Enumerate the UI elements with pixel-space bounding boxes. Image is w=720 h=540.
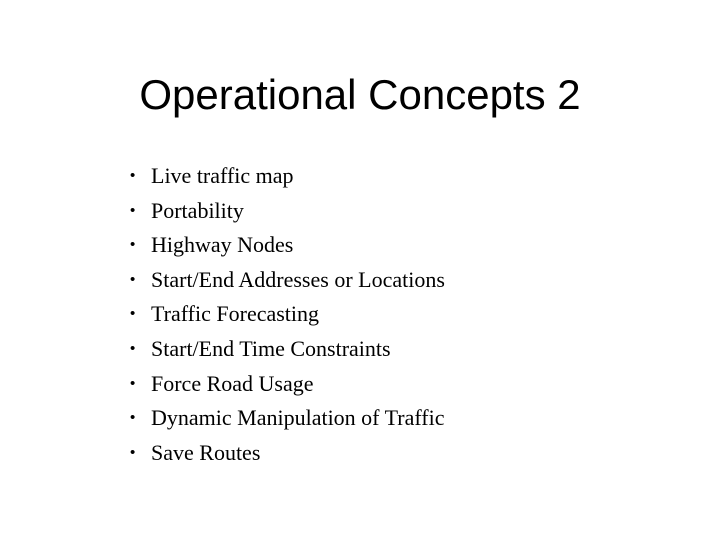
bullet-item <box>130 297 445 332</box>
bullet-list <box>130 159 445 470</box>
bullet-icon: • <box>130 236 136 254</box>
bullet-text: Dynamic Manipulation of Traffic <box>151 405 445 431</box>
bullet-icon: • <box>130 167 136 184</box>
bullet-text: Portability <box>151 197 244 223</box>
bullet-icon: • <box>130 201 136 219</box>
bullet-item <box>130 159 445 194</box>
bullet-icon: • <box>130 443 136 461</box>
bullet-text: Start/End Time Constraints <box>151 335 391 361</box>
bullet-item <box>130 228 445 263</box>
bullet-icon: • <box>130 270 136 288</box>
bullet-item <box>130 332 445 367</box>
bullet-text: Highway Nodes <box>151 232 294 258</box>
bullet-text: Start/End Addresses or Locations <box>151 266 445 292</box>
bullet-icon: • <box>130 305 136 323</box>
bullet-icon: • <box>130 339 136 357</box>
bullet-item <box>130 263 445 298</box>
bullet-item <box>130 367 445 402</box>
bullet-text: Force Road Usage <box>151 370 314 396</box>
slide-title: Operational Concepts 2 <box>139 71 581 118</box>
bullet-text: Live traffic map <box>151 163 294 188</box>
bullet-icon: • <box>130 409 136 427</box>
bullet-item <box>130 401 445 436</box>
bullet-item <box>130 194 445 229</box>
bullet-text: Save Routes <box>151 439 261 465</box>
bullet-text: Traffic Forecasting <box>151 301 320 327</box>
bullet-item <box>130 436 445 471</box>
bullet-icon: • <box>130 374 136 392</box>
